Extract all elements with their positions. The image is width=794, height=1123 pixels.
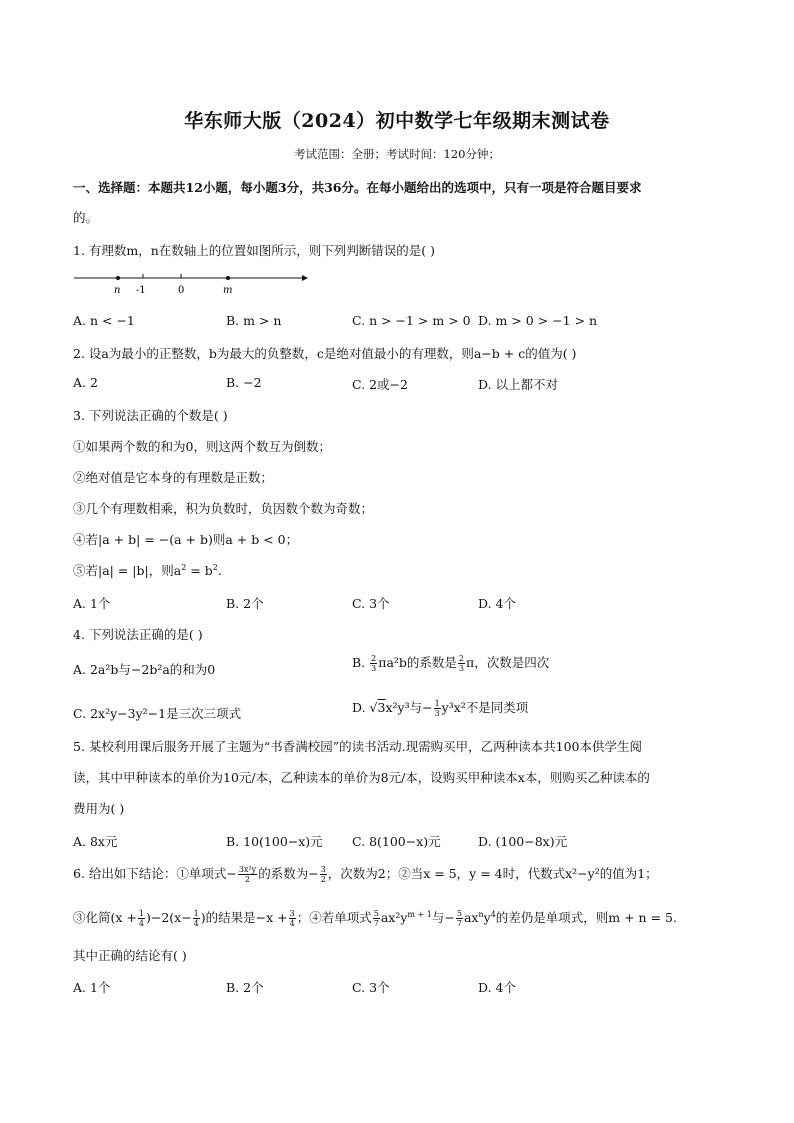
q4-option-c: C. 2x²y−3y²−1是三次三项式 <box>73 706 242 721</box>
q6-l2-exponent-2: n <box>478 909 484 919</box>
q6-l1-c: ，次数为2；②当x = 5，y = 4时，代数式x²−y²的值为1； <box>327 866 658 881</box>
point-m <box>226 276 230 280</box>
q6-line1 <box>73 864 658 884</box>
q6-l2-h: y <box>483 910 491 925</box>
q4-d-fraction: $\frac{1}{3}$ <box>434 699 440 718</box>
q6-l2-a: ③化简(x + <box>73 910 137 925</box>
q6-l2-fraction-1: $\frac{1}{4}$ <box>138 909 144 928</box>
q3-s5-text-c: . <box>217 563 222 578</box>
label-n: n <box>114 285 121 296</box>
q6-option-d: D. 4个 <box>478 980 516 995</box>
q6-l2-fraction-2: $\frac{1}{4}$ <box>193 909 199 928</box>
q3-option-c: C. 3个 <box>352 596 390 611</box>
q6-l2-b: )−2(x− <box>145 910 192 925</box>
q3-statement-1: ①如果两个数的和为0，则这两个数互为倒数； <box>73 439 331 454</box>
q4-d-prefix: D. √ <box>352 700 378 715</box>
q6-option-b: B. 2个 <box>226 980 264 995</box>
q3-statement-3: ③几个有理数相乘，积为负数时，负因数个数为奇数； <box>73 501 374 516</box>
q4-b-suffix: π，次数是四次 <box>466 655 550 670</box>
q6-l2-d: ；④若单项式 <box>296 910 372 925</box>
label-zero: 0 <box>178 285 185 296</box>
q6-l2-i: 的差仍是单项式，则m + n = 5. <box>495 910 677 925</box>
q3-option-b: B. 2个 <box>226 596 264 611</box>
q6-l2-fraction-4: $\frac{5}{7}$ <box>373 909 379 928</box>
q5-stem-line1: 5. 某校利用课后服务开展了主题为“书香满校园”的读书活动.现需购买甲，乙两种读本共100本供学生阅 <box>73 739 643 754</box>
q3-option-a: A. 1个 <box>73 596 111 611</box>
q5-option-b: B. 10(100−x)元 <box>226 834 323 849</box>
q6-l2-exponent-1: m + 1 <box>407 909 432 919</box>
q5-stem-line3: 费用为( ) <box>73 801 125 816</box>
q5-stem-line2: 读，其中甲种读本的单价为10元/本，乙种读本的单价为8元/本，设购买甲种读本x本，则购买乙种读本的 <box>73 770 650 785</box>
q3-s5-text-a: ⑤若|a| = |b|，则a <box>73 563 182 578</box>
q6-fraction-value: $\frac{3}{2}$ <box>320 865 326 884</box>
q6-l2-fraction-5: $\frac{5}{7}$ <box>456 909 462 928</box>
q4-b-fraction-1: $\frac{2}{3}$ <box>371 654 377 673</box>
q4-option-a: A. 2a²b与−2b²a的和为0 <box>73 662 216 677</box>
exam-info: 考试范围：全册；考试时间：120分钟； <box>294 147 500 161</box>
q4-d-radicand: 3 <box>377 700 386 715</box>
q4-stem: 4. 下列说法正确的是( ) <box>73 627 203 642</box>
q6-l2-f: 与− <box>431 910 455 925</box>
q2-stem: 2. 设a为最小的正整数，b为最大的负整数，c是绝对值最小的有理数，则a−b + c的值为( ) <box>73 346 577 361</box>
section-heading: 一、选择题：本题共12小题，每小题3分，共36分。在每小题给出的选项中，只有一项是符合题目要求 <box>73 180 642 195</box>
q2-option-d: D. 以上都不对 <box>478 377 559 392</box>
q4-b-middle: πa²b的系数是 <box>378 655 457 670</box>
q1-option-c: C. n > −1 > m > 0 <box>352 313 471 328</box>
q5-option-d: D. (100−8x)元 <box>478 834 568 849</box>
q4-option-d <box>352 698 528 718</box>
q3-statement-4: ④若|a + b| = −(a + b)则a + b < 0； <box>73 532 299 547</box>
q2-option-b: B. −2 <box>226 375 262 390</box>
page-title: 华东师大版（2024）初中数学七年级期末测试卷 <box>184 110 610 132</box>
q3-statement-2: ②绝对值是它本身的有理数是正数； <box>73 470 274 485</box>
axis-arrow <box>302 275 308 281</box>
q3-option-d: D. 4个 <box>478 596 516 611</box>
q3-s5-text-b: = b <box>186 563 213 578</box>
q1-stem: 1. 有理数m，n在数轴上的位置如图所示，则下列判断错误的是( ) <box>73 243 436 258</box>
q4-b-prefix: B. <box>352 655 370 670</box>
q3-statement-5: ⑤若|a| = |b|，则$a^2 = b^2$. <box>73 562 222 578</box>
q4-b-fraction-2: $\frac{2}{3}$ <box>458 654 465 673</box>
q6-l2-fraction-3: $\frac{3}{4}$ <box>289 909 295 928</box>
q2-option-c: C. 2或−2 <box>352 377 408 392</box>
q6-l2-e: ax²y <box>380 910 408 925</box>
q4-d-middle: x²y³与− <box>385 700 433 715</box>
section-heading-cont: 的。 <box>73 210 99 225</box>
q4-d-suffix: y³x²不是同类项 <box>441 700 529 715</box>
q6-l1-b: 的系数为− <box>258 866 319 881</box>
q6-option-c: C. 3个 <box>352 980 390 995</box>
q1-number-line <box>70 268 310 300</box>
q5-option-a: A. 8x元 <box>73 834 118 849</box>
label-m: m <box>223 285 233 296</box>
q6-l2-c: )的结果是−x + <box>200 910 288 925</box>
q1-option-b: B. m > n <box>226 313 282 328</box>
q1-option-d: D. m > 0 > −1 > n <box>478 313 598 328</box>
q6-l1-a: 6. 给出如下结论：①单项式− <box>73 866 237 881</box>
q4-option-b <box>352 653 549 673</box>
label-minus-one: -1 <box>136 285 146 296</box>
q6-line2 <box>73 908 677 928</box>
q2-option-a: A. 2 <box>73 375 98 390</box>
q6-fraction-coef: $\frac{\text{3x²y}}{2}$ <box>238 865 257 884</box>
q3-stem: 3. 下列说法正确的个数是( ) <box>73 408 228 423</box>
q6-option-a: A. 1个 <box>73 980 111 995</box>
q6-l2-g: ax <box>463 910 479 925</box>
point-n <box>116 276 120 280</box>
q5-option-c: C. 8(100−x)元 <box>352 834 441 849</box>
q1-option-a: A. n < −1 <box>73 313 135 328</box>
q6-l2-exponent-3: 4 <box>490 909 496 919</box>
q6-line3: 其中正确的结论有( ) <box>73 948 187 963</box>
